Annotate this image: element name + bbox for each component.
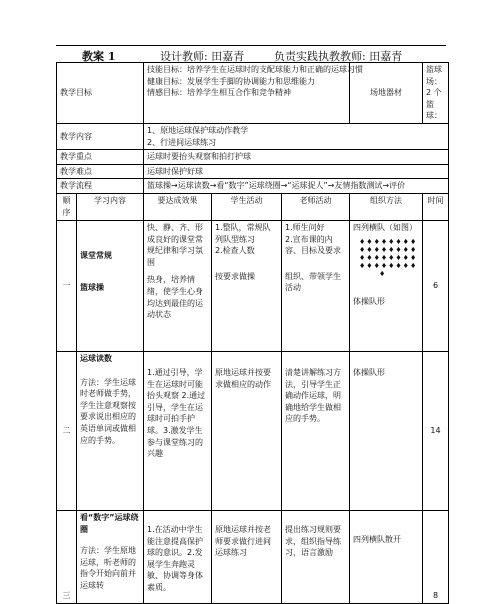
table-row bbox=[57, 220, 449, 351]
row2-effect bbox=[144, 351, 212, 510]
table-row bbox=[57, 510, 449, 603]
formation-line: ♦♦♦♦♦♦♦♦ bbox=[359, 237, 418, 246]
row3-content bbox=[77, 510, 144, 603]
row1-org-1: 四列横队（如图） bbox=[353, 222, 418, 232]
table-row bbox=[57, 351, 449, 510]
row1-student-1: 1.整队，常规队列队型练习 bbox=[215, 222, 271, 244]
row2-student-text: 原地运球并按要求做相应的动作 bbox=[215, 367, 271, 389]
row1-org bbox=[350, 220, 423, 351]
row3-content-title: 看“数字”运球绕圈 bbox=[80, 512, 139, 534]
venue-value: 篮球场：2 个 篮球： bbox=[423, 63, 449, 124]
formation-diagram bbox=[359, 238, 419, 278]
row2-time: 14 bbox=[423, 351, 449, 510]
column-header-row bbox=[57, 193, 449, 220]
col-student: 学生活动 bbox=[212, 193, 282, 220]
key-points-label: 教学重点 bbox=[57, 150, 144, 165]
content-item-2: 2、行进间运球练习 bbox=[147, 137, 217, 147]
process-label: 教学流程 bbox=[57, 179, 144, 194]
row3-content-body: 方法：学生原地运球，听老师的指令开始向前并运球转 bbox=[80, 546, 136, 590]
process-value: 篮球操→运球读数→看“数字”运球绕圈→“运球捉人”→友情指数测试→评价 bbox=[144, 179, 449, 194]
row1-student bbox=[212, 220, 282, 351]
goal-emotion: 情感目标：培养学生相互合作和竞争精神 bbox=[147, 88, 291, 98]
row3-time: 8 bbox=[423, 510, 449, 603]
row2-content bbox=[77, 351, 144, 510]
row3-teacher-text: 提出练习规则要求，组织指导练习，语言激励 bbox=[285, 524, 341, 558]
row1-content-title: 课堂常规 bbox=[80, 250, 112, 260]
row2-org bbox=[350, 351, 423, 510]
content-item-1: 1、原地运球保护球动作教学 bbox=[147, 125, 249, 135]
row1-teacher-1: 1.师生问好 bbox=[285, 222, 325, 232]
row1-effect-2: 热身，培养情绪，使学生心身均达到最佳的运动状态 bbox=[147, 275, 203, 320]
col-effect: 要达成效果 bbox=[144, 193, 212, 220]
row3-effect bbox=[144, 510, 212, 603]
goals-label: 教学目标 bbox=[57, 63, 144, 124]
difficult-points-label: 教学难点 bbox=[57, 164, 144, 179]
row1-time: 6 bbox=[423, 220, 449, 351]
process-row bbox=[57, 179, 449, 194]
row2-teacher bbox=[282, 351, 350, 510]
key-points-value: 运球时要抬头观察和拍打护球 bbox=[144, 150, 449, 165]
row1-student-2: 2.检查人数 bbox=[215, 246, 255, 256]
row3-teacher bbox=[282, 510, 350, 603]
row2-teacher-text: 清楚讲解练习方法，引导学生正确动作运球，明确地给学生做相应的手势。 bbox=[285, 367, 341, 424]
row3-order: 三 bbox=[57, 510, 77, 603]
row1-effect bbox=[144, 220, 212, 351]
row3-effect-text: 1.在活动中学生能注意提高保护球的意识。2.发展学生奔跑灵敏、协调等身体素质。 bbox=[147, 524, 203, 592]
difficult-points-value: 运球时保护好球 bbox=[144, 164, 449, 179]
row1-teacher-3: 组织、带领学生活动 bbox=[285, 271, 341, 293]
row1-student-3: 按要求做操 bbox=[215, 271, 255, 281]
col-order: 顺序 bbox=[57, 193, 77, 220]
row1-org-2: 体操队形 bbox=[353, 296, 386, 306]
case-title: 教案 1 bbox=[82, 50, 116, 63]
lesson-plan-table bbox=[56, 62, 449, 604]
row2-content-title: 运球读数 bbox=[80, 353, 112, 363]
col-teacher: 老师活动 bbox=[282, 193, 350, 220]
content-cell bbox=[144, 123, 449, 149]
row2-student bbox=[212, 351, 282, 510]
designer-label: 设计教师: 田嘉青 bbox=[160, 50, 245, 63]
lesson-header bbox=[56, 40, 446, 62]
formation-line: ♦♦♦♦♦♦♦♦ bbox=[359, 261, 418, 270]
row3-student-text: 原地运球并按老师要求做行进间运球练习 bbox=[215, 524, 271, 558]
header-rule bbox=[56, 45, 446, 46]
goals-cell bbox=[144, 63, 363, 124]
row1-teacher bbox=[282, 220, 350, 351]
content-label: 教学内容 bbox=[57, 123, 144, 149]
responsible-teacher-label: 负责实践执教教师: 田嘉青 bbox=[274, 50, 403, 63]
formation-teacher-marker: ♦ bbox=[379, 269, 387, 278]
row1-content bbox=[77, 220, 144, 351]
content-row bbox=[57, 123, 449, 149]
row2-effect-text: 1.通过引导，学生在运球时可能抬头观察 2.通过引导，学生在运球时可拍手护球。3.激发学生参与课堂练习的兴趣 bbox=[147, 367, 206, 459]
row1-content-sub: 篮球操 bbox=[80, 282, 104, 292]
col-content: 学习内容 bbox=[77, 193, 144, 220]
row1-teacher-2: 2.宣布课的内容、目标及要求 bbox=[285, 234, 341, 256]
goal-skill: 技能目标：培养学生在运球时的支配球能力和正确的运球习惯 bbox=[147, 65, 363, 74]
col-time: 时间 bbox=[423, 193, 449, 220]
formation-line: ♦♦♦♦♦♦♦♦ bbox=[359, 245, 418, 254]
row3-org bbox=[350, 510, 423, 603]
row1-order: 一 bbox=[57, 220, 77, 351]
row2-org-text: 体操队形 bbox=[353, 367, 386, 377]
goals-row bbox=[57, 63, 449, 124]
difficult-points-row bbox=[57, 164, 449, 179]
key-points-row bbox=[57, 150, 449, 165]
row2-content-body: 方法：学生运球时老师做手势，学生注意观察按要求说出相应的英语单词或做相应的手势。 bbox=[80, 377, 136, 445]
row2-order: 二 bbox=[57, 351, 77, 510]
col-org: 组织方法 bbox=[350, 193, 423, 220]
row3-student bbox=[212, 510, 282, 603]
formation-line: ♦♦♦♦♦♦♦♦ bbox=[359, 253, 418, 262]
venue-label: 场地器材 bbox=[350, 63, 423, 124]
row1-effect-1: 快、静、齐、形成良好的课堂常规纪律和学习氛围 bbox=[147, 222, 203, 267]
goal-health: 健康目标：发展学生手脚的协调能力和思维能力 bbox=[147, 76, 315, 86]
row3-org-text: 四列横队散开 bbox=[353, 534, 402, 544]
